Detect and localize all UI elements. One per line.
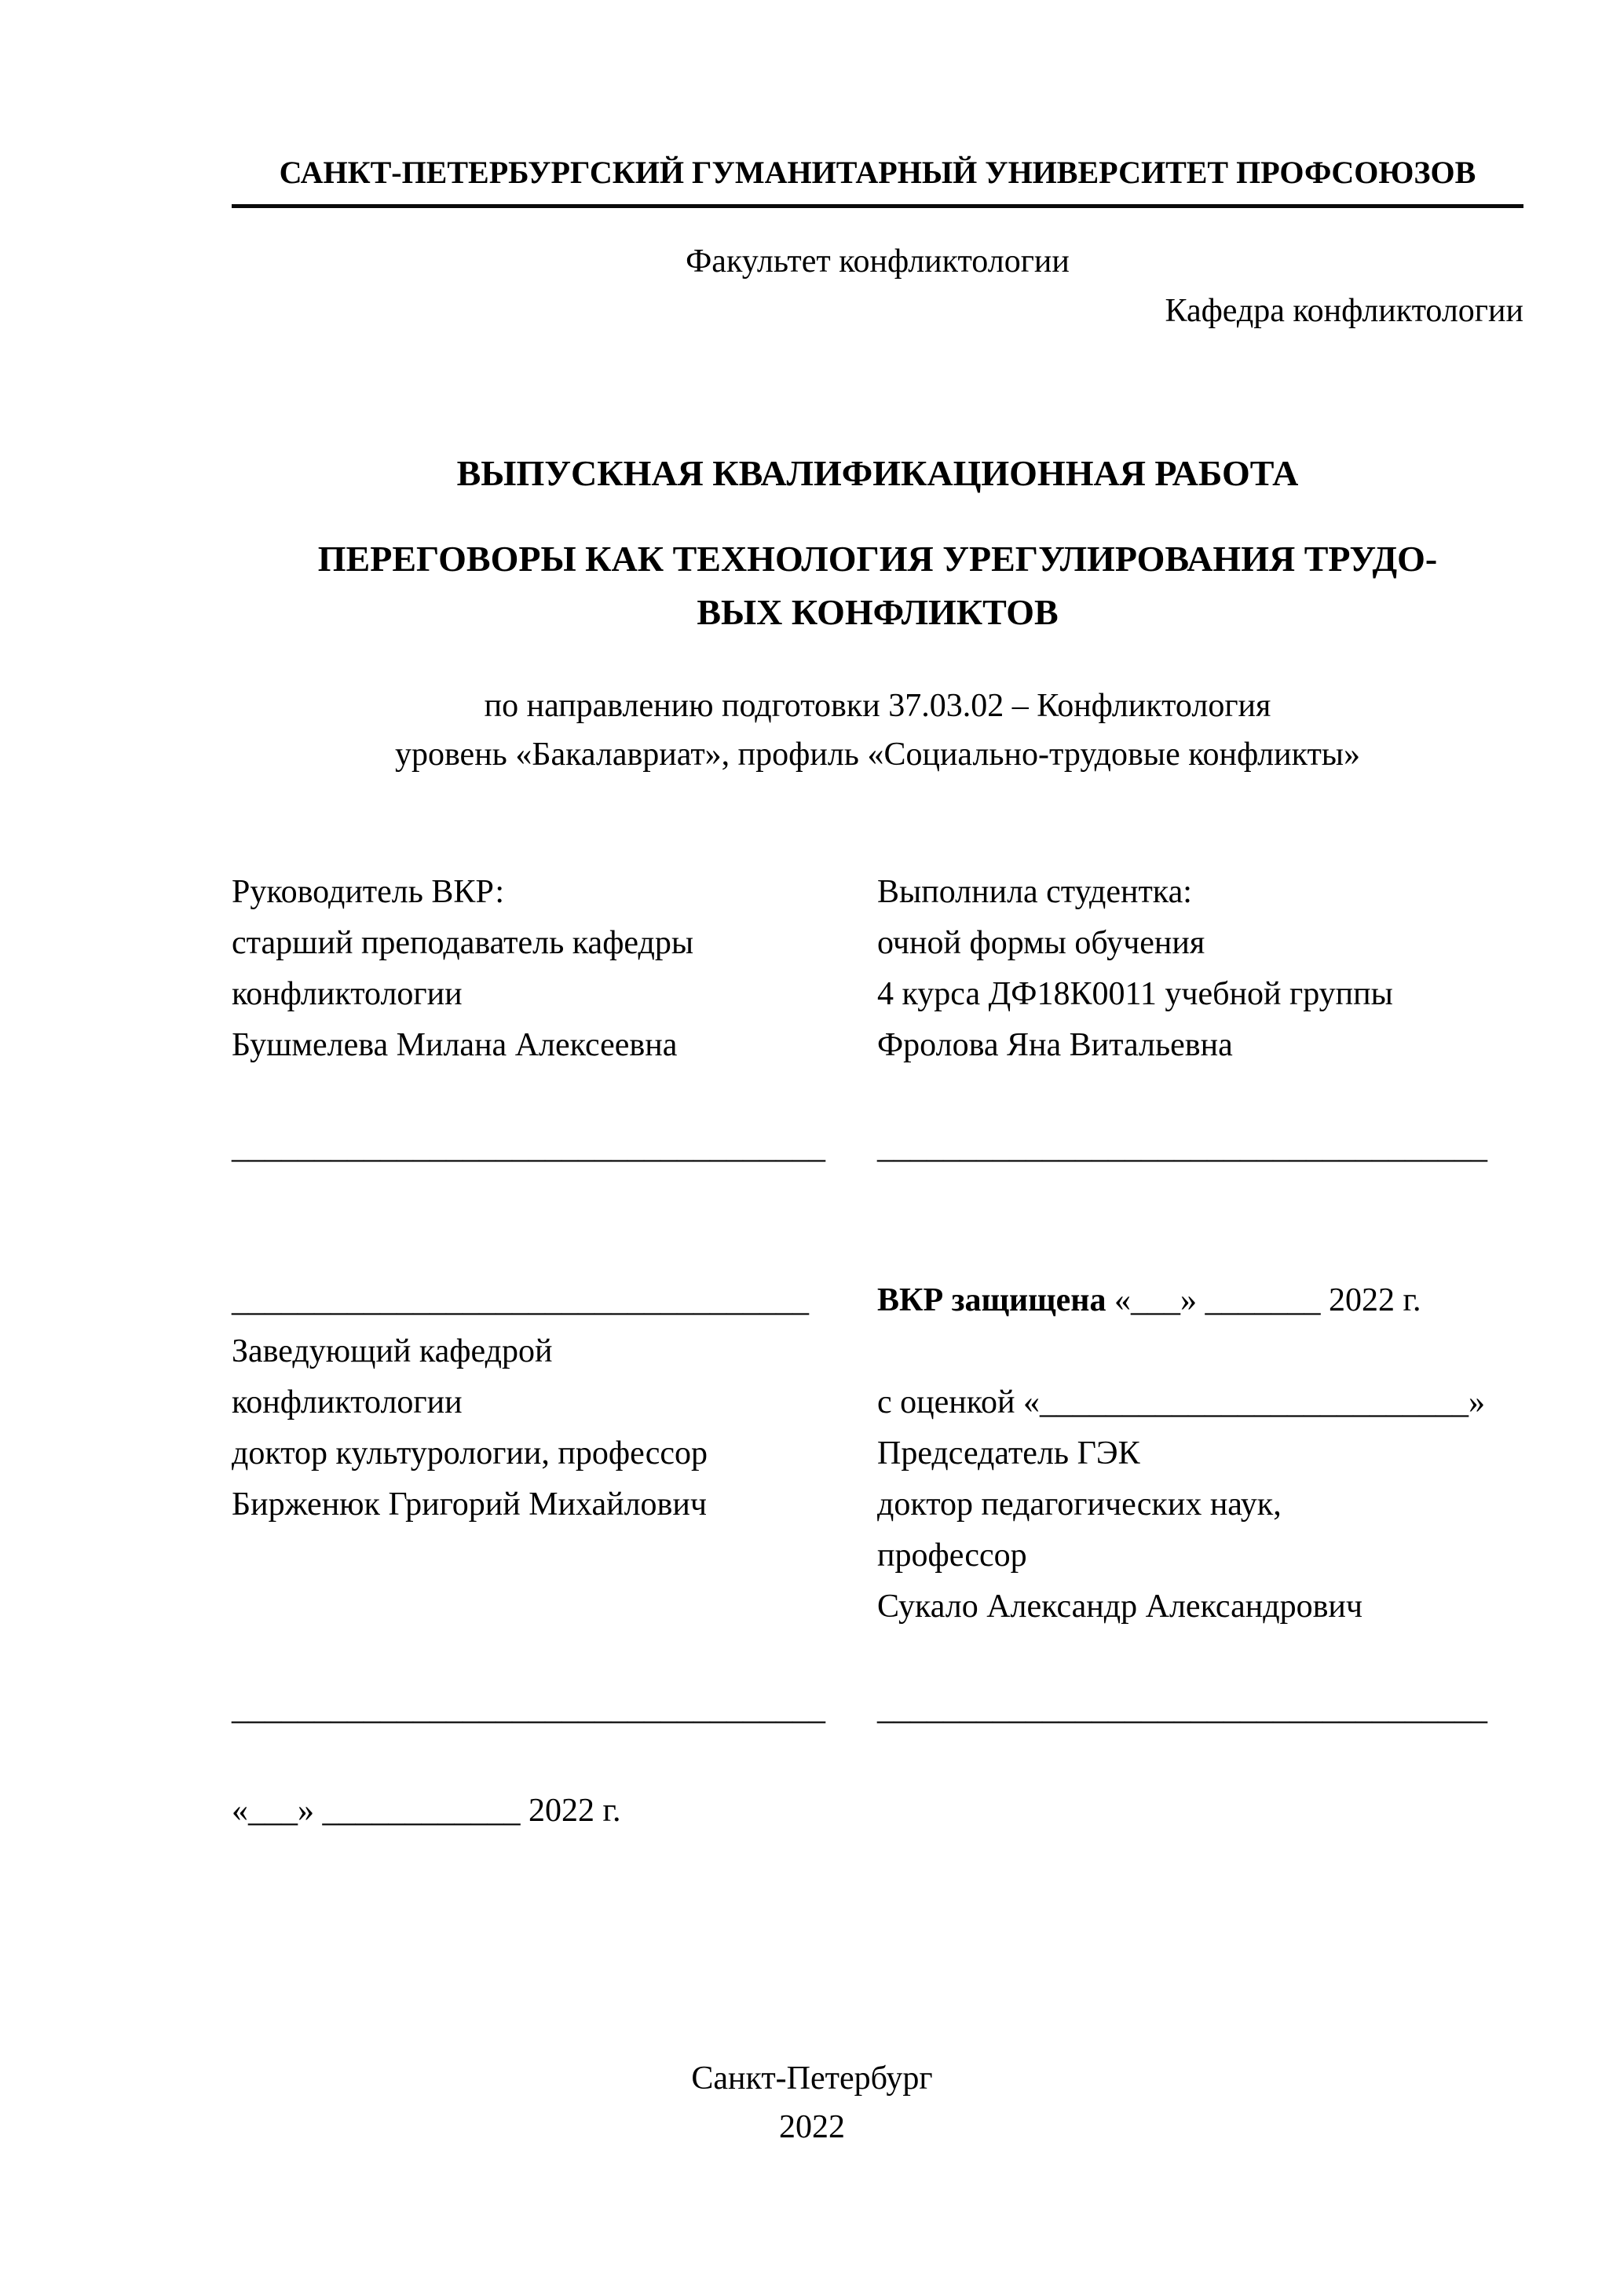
spacer (232, 1071, 868, 1122)
student-column (877, 867, 1523, 1735)
spacer (232, 1581, 868, 1632)
student-signature-line: _____________________________________ (877, 1129, 1487, 1165)
footer (0, 2054, 1624, 2152)
chairman-label: Председатель ГЭК (877, 1435, 1140, 1472)
spacer (232, 1735, 868, 1786)
chairman-name: Сукало Александр Александрович (877, 1589, 1363, 1625)
program-level-profile: уровень «Бакалавриат», профиль «Социально-трудовые конфликты» (394, 737, 1361, 773)
spacer (877, 1326, 1523, 1377)
spacer (232, 1224, 868, 1275)
supervisor-position-line2: конфликтологии (232, 976, 463, 1012)
student-group-line: 4 курса ДФ18К0011 учебной группы (877, 976, 1393, 1012)
thesis-title-line1: ПЕРЕГОВОРЫ КАК ТЕХНОЛОГИЯ УРЕГУЛИРОВАНИЯ ТРУДО- (317, 539, 1438, 579)
supervisor-signature-line: ____________________________________ (232, 1129, 825, 1165)
department-line: Кафедра конфликтологии (1165, 293, 1523, 329)
student-label: Выполнила студентка: (877, 874, 1192, 910)
faculty-line: Факультет конфликтологии (686, 243, 1070, 280)
defended-date-blank: «___» _______ 2022 г. (1106, 1282, 1421, 1318)
defended-label: ВКР защищена (877, 1282, 1106, 1318)
spacer (232, 1530, 868, 1581)
head-label-line1: Заведующий кафедрой (232, 1333, 553, 1369)
university-name: САНКТ-ПЕТЕРБУРГСКИЙ ГУМАНИТАРНЫЙ УНИВЕРСИТЕТ ПРОФСОЮЗОВ (232, 154, 1523, 208)
spacer (877, 1632, 1523, 1684)
student-form-line: очной формы обучения (877, 925, 1205, 961)
chairman-position-line2: профессор (877, 1537, 1027, 1574)
supervisor-position-line1: старший преподаватель кафедры (232, 925, 694, 961)
spacer (877, 1173, 1523, 1224)
program-direction: по направлению подготовки 37.03.02 – Конфликтология (484, 688, 1271, 724)
spacer (232, 1173, 868, 1224)
thesis-title-line2: ВЫХ КОНФЛИКТОВ (697, 592, 1059, 632)
student-name: Фролова Яна Витальевна (877, 1027, 1233, 1063)
head-date-signature-line: ____________________________________ (232, 1691, 825, 1727)
defended-line (877, 1275, 1523, 1326)
spacer (877, 1224, 1523, 1275)
chairman-signature-line: _____________________________________ (877, 1691, 1487, 1727)
head-position: доктор культурологии, профессор (232, 1435, 708, 1472)
supervisor-name: Бушмелева Милана Алексеевна (232, 1027, 678, 1063)
footer-city: Санкт-Петербург (691, 2060, 933, 2097)
date-line: «___» ____________ 2022 г. (232, 1793, 621, 1829)
work-type-heading: ВЫПУСКНАЯ КВАЛИФИКАЦИОННАЯ РАБОТА (456, 453, 1299, 493)
spacer (232, 1632, 868, 1684)
head-name: Бирженюк Григорий Михайлович (232, 1486, 707, 1523)
footer-year: 2022 (779, 2109, 845, 2145)
head-label-line2: конфликтологии (232, 1384, 463, 1420)
supervisor-column (232, 867, 868, 1837)
spacer (877, 1071, 1523, 1122)
supervisor-label: Руководитель ВКР: (232, 874, 505, 910)
chairman-position-line1: доктор педагогических наук, (877, 1486, 1282, 1523)
program-info (232, 682, 1523, 779)
grade-line: с оценкой «__________________________» (877, 1384, 1485, 1420)
thesis-title (232, 532, 1523, 639)
head-signature-line: ___________________________________ (232, 1282, 809, 1318)
